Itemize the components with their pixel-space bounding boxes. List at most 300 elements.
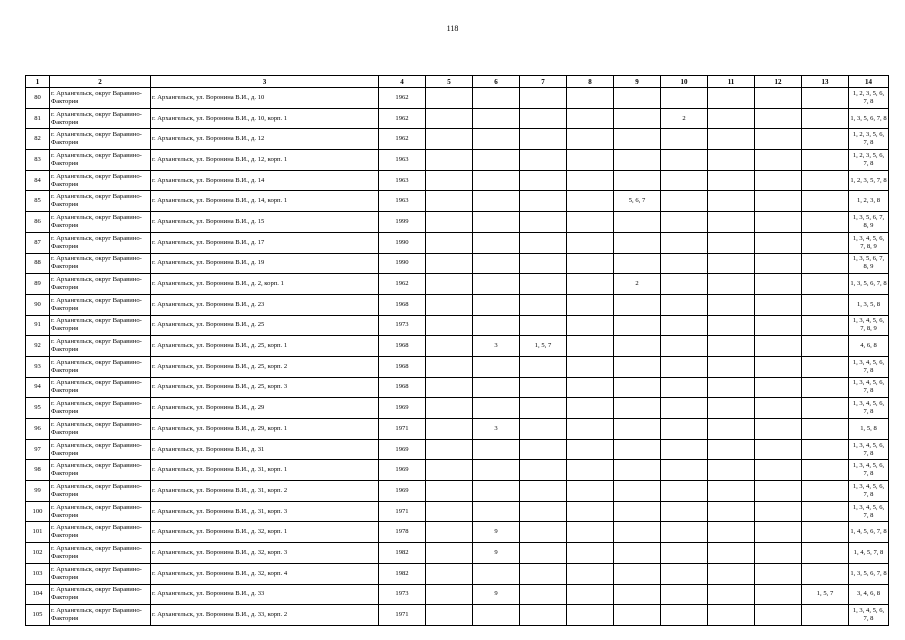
cell-col-9 [614,543,661,564]
cell-col-13 [802,356,849,377]
cell-col-10 [661,294,708,315]
cell-col-11 [708,253,755,274]
row-number-cell: 96 [26,419,50,440]
cell-col-12 [755,543,802,564]
year-cell: 1968 [379,377,426,398]
cell-col-12 [755,108,802,129]
address-cell: г. Архангельск, ул. Воронина В.И., д. 32, корп. 4 [151,563,379,584]
cell-col-6 [473,501,520,522]
cell-col-13 [802,170,849,191]
cell-col-7 [520,398,567,419]
address-cell: г. Архангельск, ул. Воронина В.И., д. 29, корп. 1 [151,419,379,440]
year-cell: 1962 [379,274,426,295]
cell-col-11 [708,356,755,377]
codes-cell: 1, 3, 4, 5, 6, 7, 8 [849,481,889,502]
year-cell: 1990 [379,232,426,253]
row-number-cell: 94 [26,377,50,398]
codes-cell: 1, 2, 3, 5, 6, 7, 8 [849,88,889,109]
year-cell: 1973 [379,315,426,336]
year-cell: 1962 [379,88,426,109]
cell-col-6 [473,170,520,191]
cell-col-8 [567,356,614,377]
cell-col-5 [426,501,473,522]
cell-col-7 [520,294,567,315]
codes-cell: 1, 3, 4, 5, 6, 7, 8 [849,377,889,398]
cell-col-7 [520,315,567,336]
table-row [26,377,889,398]
cell-col-6 [473,563,520,584]
cell-col-9 [614,253,661,274]
row-number-cell: 84 [26,170,50,191]
cell-col-10 [661,88,708,109]
cell-col-10 [661,501,708,522]
cell-col-8 [567,253,614,274]
cell-col-12 [755,377,802,398]
cell-col-6 [473,315,520,336]
cell-col-7 [520,605,567,626]
codes-cell: 3, 4, 6, 8 [849,584,889,605]
row-number-cell: 81 [26,108,50,129]
year-cell: 1982 [379,563,426,584]
cell-col-5 [426,232,473,253]
cell-col-13 [802,88,849,109]
cell-col-12 [755,563,802,584]
row-number-cell: 83 [26,150,50,171]
cell-col-12 [755,274,802,295]
codes-cell: 1, 5, 8 [849,419,889,440]
district-cell: г. Архангельск, округ Варавино-Фактория [50,253,151,274]
cell-col-5 [426,605,473,626]
cell-col-12 [755,460,802,481]
address-cell: г. Архангельск, ул. Воронина В.И., д. 25, корп. 2 [151,356,379,377]
table-row [26,212,889,233]
district-cell: г. Архангельск, округ Варавино-Фактория [50,336,151,357]
table-row [26,439,889,460]
cell-col-13 [802,481,849,502]
year-cell: 1990 [379,253,426,274]
cell-col-9 [614,129,661,150]
cell-col-11 [708,398,755,419]
row-number-cell: 103 [26,563,50,584]
cell-col-5 [426,274,473,295]
row-number-cell: 98 [26,460,50,481]
district-cell: г. Архангельск, округ Варавино-Фактория [50,212,151,233]
district-cell: г. Архангельск, округ Варавино-Фактория [50,563,151,584]
cell-col-6 [473,356,520,377]
cell-col-7: 1, 5, 7 [520,336,567,357]
cell-col-8 [567,191,614,212]
cell-col-9 [614,232,661,253]
cell-col-10 [661,253,708,274]
address-cell: г. Архангельск, ул. Воронина В.И., д. 31, корп. 2 [151,481,379,502]
codes-cell: 1, 3, 4, 5, 6, 7, 8 [849,439,889,460]
district-cell: г. Архангельск, округ Варавино-Фактория [50,294,151,315]
cell-col-13 [802,150,849,171]
cell-col-8 [567,170,614,191]
cell-col-11 [708,419,755,440]
year-cell: 1982 [379,543,426,564]
address-cell: г. Архангельск, ул. Воронина В.И., д. 14 [151,170,379,191]
row-number-cell: 91 [26,315,50,336]
table-row [26,543,889,564]
cell-col-8 [567,501,614,522]
codes-cell: 1, 3, 4, 5, 6, 7, 8 [849,398,889,419]
district-cell: г. Архангельск, округ Варавино-Фактория [50,501,151,522]
cell-col-7 [520,481,567,502]
column-header-8: 8 [567,76,614,88]
cell-col-10 [661,315,708,336]
row-number-cell: 100 [26,501,50,522]
table-row [26,129,889,150]
district-cell: г. Архангельск, округ Варавино-Фактория [50,129,151,150]
cell-col-10 [661,563,708,584]
cell-col-5 [426,253,473,274]
cell-col-6 [473,481,520,502]
district-cell: г. Архангельск, округ Варавино-Фактория [50,377,151,398]
year-cell: 1969 [379,439,426,460]
column-header-5: 5 [426,76,473,88]
cell-col-13: 1, 5, 7 [802,584,849,605]
cell-col-8 [567,212,614,233]
column-header-3: 3 [151,76,379,88]
cell-col-7 [520,88,567,109]
cell-col-7 [520,501,567,522]
cell-col-7 [520,150,567,171]
cell-col-7 [520,108,567,129]
address-cell: г. Архангельск, ул. Воронина В.И., д. 15 [151,212,379,233]
cell-col-8 [567,563,614,584]
cell-col-11 [708,170,755,191]
row-number-cell: 105 [26,605,50,626]
cell-col-10 [661,129,708,150]
cell-col-11 [708,439,755,460]
column-header-12: 12 [755,76,802,88]
address-cell: г. Архангельск, ул. Воронина В.И., д. 31, корп. 3 [151,501,379,522]
codes-cell: 1, 3, 4, 5, 6, 7, 8 [849,356,889,377]
table-row [26,460,889,481]
cell-col-6 [473,108,520,129]
cell-col-9: 2 [614,274,661,295]
cell-col-13 [802,108,849,129]
district-cell: г. Архангельск, округ Варавино-Фактория [50,108,151,129]
cell-col-13 [802,605,849,626]
codes-cell: 1, 3, 4, 5, 6, 7, 8, 9 [849,315,889,336]
cell-col-13 [802,315,849,336]
cell-col-11 [708,88,755,109]
cell-col-8 [567,439,614,460]
cell-col-11 [708,584,755,605]
cell-col-12 [755,212,802,233]
cell-col-5 [426,419,473,440]
cell-col-8 [567,605,614,626]
cell-col-5 [426,294,473,315]
year-cell: 1963 [379,191,426,212]
year-cell: 1962 [379,129,426,150]
column-header-1: 1 [26,76,50,88]
cell-col-5 [426,336,473,357]
cell-col-10 [661,522,708,543]
codes-cell: 1, 3, 4, 5, 6, 7, 8 [849,501,889,522]
cell-col-11 [708,150,755,171]
row-number-cell: 93 [26,356,50,377]
cell-col-9 [614,150,661,171]
year-cell: 1999 [379,212,426,233]
district-cell: г. Архангельск, округ Варавино-Фактория [50,150,151,171]
codes-cell: 1, 3, 5, 6, 7, 8, 9 [849,253,889,274]
cell-col-8 [567,543,614,564]
cell-col-13 [802,501,849,522]
cell-col-8 [567,584,614,605]
codes-cell: 1, 3, 5, 6, 7, 8 [849,108,889,129]
cell-col-13 [802,336,849,357]
cell-col-10 [661,605,708,626]
cell-col-6 [473,253,520,274]
codes-cell: 1, 2, 3, 5, 6, 7, 8 [849,129,889,150]
table-body [26,88,889,626]
cell-col-10 [661,356,708,377]
cell-col-12 [755,232,802,253]
cell-col-5 [426,315,473,336]
cell-col-12 [755,191,802,212]
cell-col-12 [755,522,802,543]
table-row [26,150,889,171]
cell-col-12 [755,398,802,419]
cell-col-6: 9 [473,522,520,543]
year-cell: 1969 [379,398,426,419]
cell-col-7 [520,584,567,605]
cell-col-12 [755,170,802,191]
cell-col-6: 9 [473,584,520,605]
table-row [26,108,889,129]
cell-col-6: 3 [473,336,520,357]
cell-col-7 [520,356,567,377]
buildings-table [25,75,889,626]
cell-col-13 [802,274,849,295]
district-cell: г. Архангельск, округ Варавино-Фактория [50,232,151,253]
table-row [26,584,889,605]
cell-col-9 [614,398,661,419]
cell-col-7 [520,460,567,481]
codes-cell: 1, 4, 5, 7, 8 [849,543,889,564]
cell-col-7 [520,129,567,150]
cell-col-11 [708,274,755,295]
row-number-cell: 82 [26,129,50,150]
row-number-cell: 80 [26,88,50,109]
cell-col-13 [802,439,849,460]
cell-col-9 [614,605,661,626]
cell-col-7 [520,170,567,191]
cell-col-6: 9 [473,543,520,564]
district-cell: г. Архангельск, округ Варавино-Фактория [50,419,151,440]
cell-col-6 [473,212,520,233]
cell-col-10 [661,481,708,502]
row-number-cell: 90 [26,294,50,315]
cell-col-10 [661,150,708,171]
cell-col-7 [520,212,567,233]
cell-col-5 [426,481,473,502]
district-cell: г. Архангельск, округ Варавино-Фактория [50,398,151,419]
cell-col-12 [755,439,802,460]
address-cell: г. Архангельск, ул. Воронина В.И., д. 25, корп. 1 [151,336,379,357]
cell-col-6 [473,377,520,398]
cell-col-9 [614,460,661,481]
cell-col-13 [802,377,849,398]
cell-col-8 [567,129,614,150]
address-cell: г. Архангельск, ул. Воронина В.И., д. 31 [151,439,379,460]
district-cell: г. Архангельск, округ Варавино-Фактория [50,191,151,212]
cell-col-13 [802,398,849,419]
address-cell: г. Архангельск, ул. Воронина В.И., д. 23 [151,294,379,315]
year-cell: 1968 [379,294,426,315]
cell-col-9 [614,336,661,357]
cell-col-10 [661,419,708,440]
cell-col-13 [802,522,849,543]
cell-col-12 [755,356,802,377]
year-cell: 1973 [379,584,426,605]
cell-col-11 [708,481,755,502]
table-row [26,294,889,315]
cell-col-12 [755,150,802,171]
cell-col-7 [520,253,567,274]
cell-col-10 [661,191,708,212]
address-cell: г. Архангельск, ул. Воронина В.И., д. 33, корп. 2 [151,605,379,626]
cell-col-5 [426,563,473,584]
column-header-9: 9 [614,76,661,88]
year-cell: 1968 [379,356,426,377]
codes-cell: 1, 3, 4, 5, 6, 7, 8 [849,460,889,481]
cell-col-6 [473,232,520,253]
cell-col-5 [426,129,473,150]
address-cell: г. Архангельск, ул. Воронина В.И., д. 19 [151,253,379,274]
cell-col-12 [755,315,802,336]
table-row [26,563,889,584]
year-cell: 1968 [379,336,426,357]
year-cell: 1971 [379,419,426,440]
table-row [26,170,889,191]
column-header-10: 10 [661,76,708,88]
table-row [26,232,889,253]
table-row [26,191,889,212]
district-cell: г. Архангельск, округ Варавино-Фактория [50,88,151,109]
cell-col-10 [661,460,708,481]
codes-cell: 4, 6, 8 [849,336,889,357]
cell-col-8 [567,315,614,336]
cell-col-13 [802,460,849,481]
cell-col-7 [520,563,567,584]
row-number-cell: 88 [26,253,50,274]
cell-col-5 [426,191,473,212]
cell-col-12 [755,129,802,150]
year-cell: 1963 [379,150,426,171]
cell-col-7 [520,377,567,398]
table-row [26,88,889,109]
cell-col-8 [567,88,614,109]
codes-cell: 1, 3, 5, 6, 7, 8 [849,274,889,295]
cell-col-12 [755,501,802,522]
cell-col-8 [567,522,614,543]
district-cell: г. Архангельск, округ Варавино-Фактория [50,584,151,605]
district-cell: г. Архангельск, округ Варавино-Фактория [50,481,151,502]
address-cell: г. Архангельск, ул. Воронина В.И., д. 12 [151,129,379,150]
column-header-13: 13 [802,76,849,88]
codes-cell: 1, 3, 4, 5, 6, 7, 8 [849,605,889,626]
cell-col-11 [708,605,755,626]
address-cell: г. Архангельск, ул. Воронина В.И., д. 10, корп. 1 [151,108,379,129]
cell-col-11 [708,232,755,253]
cell-col-9 [614,584,661,605]
year-cell: 1963 [379,170,426,191]
cell-col-6 [473,460,520,481]
cell-col-9 [614,170,661,191]
cell-col-7 [520,191,567,212]
cell-col-10 [661,336,708,357]
address-cell: г. Архангельск, ул. Воронина В.И., д. 25, корп. 3 [151,377,379,398]
cell-col-8 [567,336,614,357]
cell-col-10 [661,212,708,233]
codes-cell: 1, 2, 3, 5, 7, 8 [849,170,889,191]
cell-col-6 [473,439,520,460]
page-number: 118 [446,24,459,33]
cell-col-7 [520,419,567,440]
cell-col-8 [567,232,614,253]
address-cell: г. Архангельск, ул. Воронина В.И., д. 32, корп. 3 [151,543,379,564]
codes-cell: 1, 4, 5, 6, 7, 8 [849,522,889,543]
cell-col-10 [661,543,708,564]
cell-col-11 [708,108,755,129]
row-number-cell: 89 [26,274,50,295]
cell-col-8 [567,108,614,129]
address-cell: г. Архангельск, ул. Воронина В.И., д. 29 [151,398,379,419]
cell-col-9 [614,563,661,584]
cell-col-13 [802,294,849,315]
cell-col-13 [802,212,849,233]
cell-col-6 [473,129,520,150]
cell-col-8 [567,460,614,481]
cell-col-11 [708,336,755,357]
cell-col-8 [567,294,614,315]
cell-col-5 [426,398,473,419]
cell-col-8 [567,419,614,440]
cell-col-13 [802,543,849,564]
cell-col-7 [520,522,567,543]
cell-col-8 [567,481,614,502]
cell-col-6 [473,191,520,212]
address-cell: г. Архангельск, ул. Воронина В.И., д. 10 [151,88,379,109]
cell-col-10 [661,377,708,398]
column-header-2: 2 [50,76,151,88]
row-number-cell: 97 [26,439,50,460]
cell-col-5 [426,460,473,481]
cell-col-5 [426,543,473,564]
district-cell: г. Архангельск, округ Варавино-Фактория [50,543,151,564]
year-cell: 1971 [379,501,426,522]
cell-col-9 [614,522,661,543]
cell-col-5 [426,356,473,377]
district-cell: г. Архангельск, округ Варавино-Фактория [50,274,151,295]
cell-col-13 [802,253,849,274]
cell-col-5 [426,88,473,109]
district-cell: г. Архангельск, округ Варавино-Фактория [50,605,151,626]
district-cell: г. Архангельск, округ Варавино-Фактория [50,522,151,543]
district-cell: г. Архангельск, округ Варавино-Фактория [50,439,151,460]
cell-col-11 [708,563,755,584]
cell-col-13 [802,232,849,253]
cell-col-12 [755,336,802,357]
cell-col-9 [614,356,661,377]
cell-col-5 [426,377,473,398]
row-number-cell: 92 [26,336,50,357]
cell-col-5 [426,212,473,233]
